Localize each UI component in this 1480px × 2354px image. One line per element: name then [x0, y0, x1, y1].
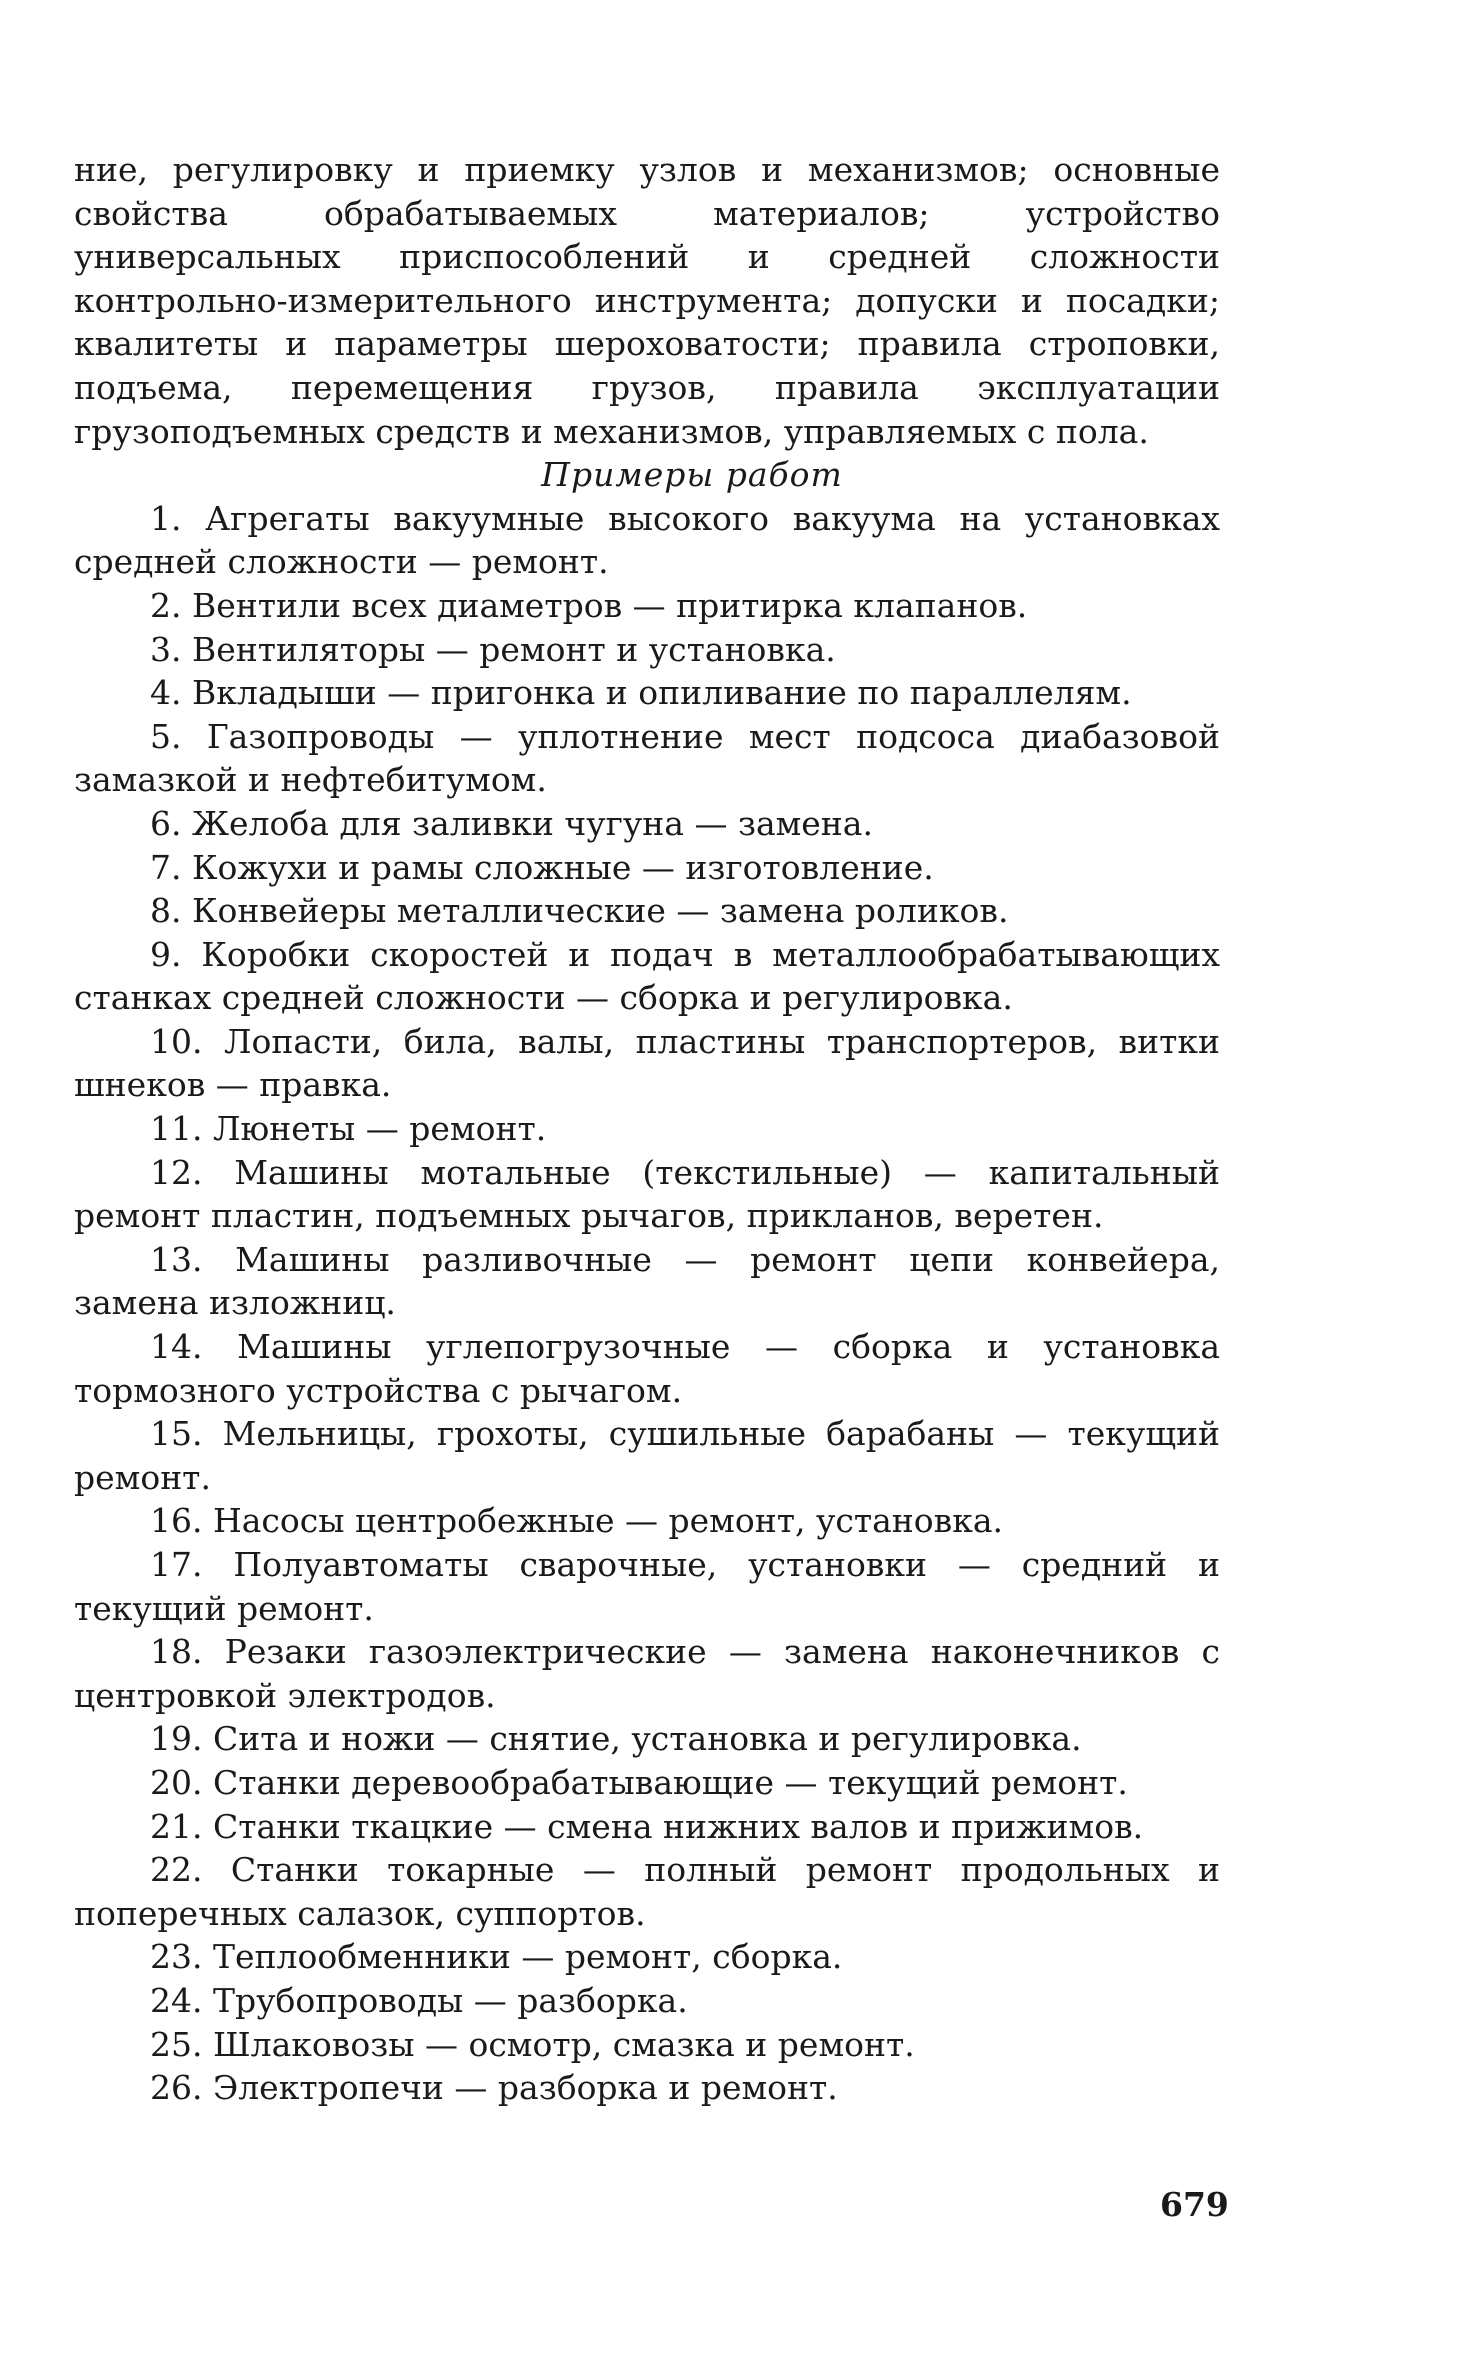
- document-page: [74, 148, 1220, 2110]
- list-item: 1. Агрегаты вакуумные высокого вакуума на установках средней сложности — ремонт.: [74, 498, 1220, 582]
- list-item: 10. Лопасти, била, валы, пластины транспортеров, витки шнеков — правка.: [74, 1021, 1220, 1105]
- list-item: 4. Вкладыши — пригонка и опиливание по параллелям.: [150, 673, 1132, 713]
- list-item: 7. Кожухи и рамы сложные — изготовление.: [150, 847, 934, 887]
- section-title: Примеры работ: [541, 455, 843, 495]
- list-item: 6. Желоба для заливки чугуна — замена.: [150, 803, 873, 843]
- work-examples-list: [74, 497, 1220, 2110]
- list-item: 11. Люнеты — ремонт.: [150, 1109, 547, 1149]
- list-item: 14. Машины углепогрузочные — сборка и установка тормозного устройства с рычагом.: [74, 1327, 1220, 1410]
- list-item: 3. Вентиляторы — ремонт и установка.: [150, 629, 836, 669]
- list-item: 12. Машины мотальные (текстильные) — капитальный ремонт пластин, подъемных рычагов, прикланов, веретен.: [74, 1152, 1220, 1236]
- list-item: 17. Полуавтоматы сварочные, установки — средний и текущий ремонт.: [74, 1545, 1220, 1628]
- list-item: 20. Станки деревообрабатывающие — текущий ремонт.: [150, 1762, 1128, 1802]
- list-item: 16. Насосы центробежные — ремонт, установка.: [150, 1501, 1004, 1541]
- list-item: 22. Станки токарные — полный ремонт продольных и поперечных салазок, суппортов.: [74, 1850, 1220, 1933]
- list-item: 18. Резаки газоэлектрические — замена наконечников с центровкой электродов.: [74, 1632, 1220, 1715]
- intro-paragraph: ние, регулировку и приемку узлов и механизмов; основные свойства обрабатываемых материалов; устройство универсальных приспособлений и средней сложности контрольно-измерительного инструмента; допуски и посадки; квалитеты и параметры шероховатости; правила строповки, подъема, перемещения грузов, правила эксплуатации грузоподъемных средств и механизмов, управляемых с пола.: [74, 150, 1220, 451]
- list-item: 15. Мельницы, грохоты, сушильные барабаны — текущий ремонт.: [74, 1414, 1220, 1497]
- list-item: 19. Сита и ножи — снятие, установка и регулировка.: [150, 1719, 1082, 1759]
- list-item: 24. Трубопроводы — разборка.: [150, 1980, 688, 2020]
- list-item: 2. Вентили всех диаметров — притирка клапанов.: [150, 585, 1028, 625]
- list-item: 8. Конвейеры металлические — замена роликов.: [150, 891, 1009, 931]
- list-item: 9. Коробки скоростей и подач в металлообрабатывающих станках средней сложности — сборка и регулировка.: [74, 934, 1220, 1018]
- list-item: 5. Газопроводы — уплотнение мест подсоса диабазовой замазкой и нефтебитумом.: [74, 716, 1220, 800]
- page-number: 679: [1160, 2185, 1229, 2224]
- list-item: 13. Машины разливочные — ремонт цепи конвейера, замена изложниц.: [74, 1239, 1220, 1323]
- list-item: 25. Шлаковозы — осмотр, смазка и ремонт.: [150, 2024, 915, 2064]
- list-item: 23. Теплообменники — ремонт, сборка.: [150, 1937, 843, 1977]
- list-item: 26. Электропечи — разборка и ремонт.: [150, 2068, 838, 2108]
- list-item: 21. Станки ткацкие — смена нижних валов и прижимов.: [150, 1806, 1144, 1846]
